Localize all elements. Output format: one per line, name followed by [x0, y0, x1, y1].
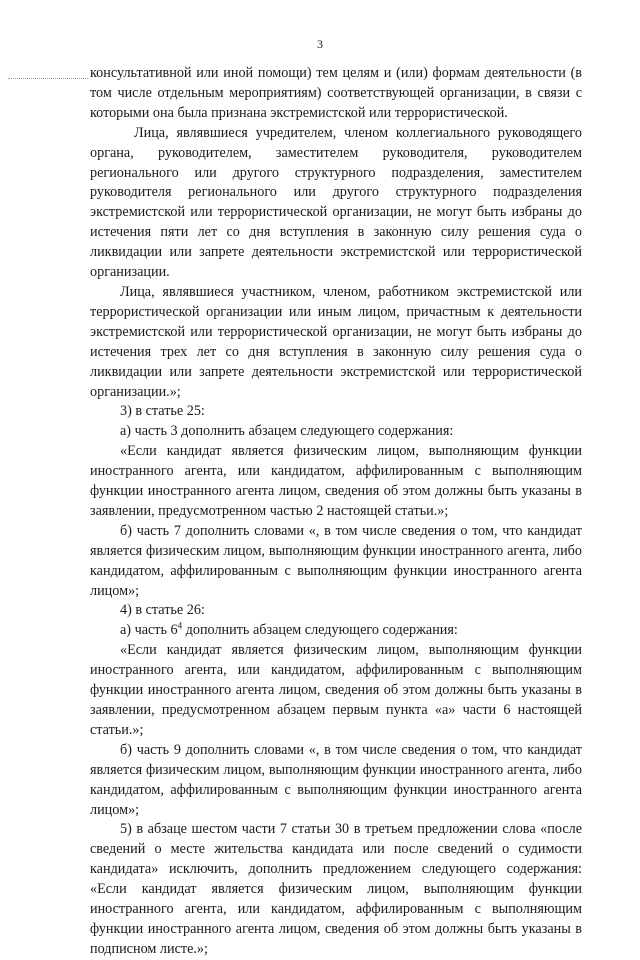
- paragraph: консультативной или иной помощи) тем целям и (или) формам деятельности (в том числе отдельным мероприятиям) соответствующей организации, в связи с которыми она была признана экстремистской или террористической.: [90, 65, 582, 121]
- paragraph: «Если кандидат является физическим лицом, выполняющим функции иностранного агента, или кандидатом, аффилированным с выполняющим функции иностранного агента лицом, сведения об этом должны быть указаны в заявлении, предусмотренном частью 2 настоящей статьи.»;: [90, 443, 582, 519]
- superscript: 4: [177, 620, 183, 631]
- document-body: [90, 64, 582, 960]
- paragraph: «Если кандидат является физическим лицом, выполняющим функции иностранного агента, или кандидатом, аффилированным с выполняющим функции иностранного агента лицом, сведения об этом должны быть указаны в заявлении, предусмотренном абзацем первым пункта «а» части 6 настоящей статьи.»;: [90, 642, 582, 738]
- paragraph: б) часть 7 дополнить словами «, в том числе сведения о том, что кандидат является физическим лицом, выполняющим функции иностранного агента, либо кандидатом, аффилированным с выполняющим функции иностранного агента лицом»;: [90, 522, 582, 599]
- page-number: 3: [317, 37, 323, 51]
- paragraph: [90, 621, 582, 641]
- paragraph: а) часть 3 дополнить абзацем следующего содержания:: [120, 423, 454, 440]
- paragraph: 4) в статье 26:: [120, 602, 205, 619]
- paragraph: Лица, являвшиеся учредителем, членом коллегиального руководящего органа, руководителем, заместителем руководителя, руководителем регионального или другого структурного подразделения, заместителем руководителя регионального или другого структурного подразделения экстремистской или террористической организации, не могут быть избраны до истечения пяти лет со дня вступления в законную силу решения суда о ликвидации или запрете деятельности экстремистской или террористической организации.: [90, 124, 582, 281]
- paragraph: 5) в абзаце шестом части 7 статьи 30 в третьем предложении слова «после сведений о месте жительства кандидата или после сведений о судимости кандидата» исключить, дополнить предложением следующего содержания: «Если кандидат является физическим лицом, выполняющим функции иностранного агента, или кандидатом, аффилированным с выполняющим функции иностранного агента лицом, сведения об этом должны быть указаны в подписном листе.»;: [90, 821, 582, 957]
- paragraph: 3) в статье 25:: [120, 403, 205, 420]
- paragraph: Лица, являвшиеся участником, членом, работником экстремистской или террористической организации или иным лицом, причастным к деятельности экстремистской или террористической организации, не могут быть избраны до истечения трех лет со дня вступления в законную силу решения суда о ликвидации или запрете деятельности экстремистской или террористической организации.»;: [90, 283, 582, 400]
- paragraph-text: дополнить абзацем следующего содержания:: [182, 622, 458, 639]
- paragraph-text: а) часть 6: [120, 622, 178, 639]
- paragraph: б) часть 9 дополнить словами «, в том числе сведения о том, что кандидат является физическим лицом, выполняющим функции иностранного агента, либо кандидатом, аффилированным с выполняющим функции иностранного агента лицом»;: [90, 741, 582, 818]
- scan-artifact-line: [8, 78, 88, 81]
